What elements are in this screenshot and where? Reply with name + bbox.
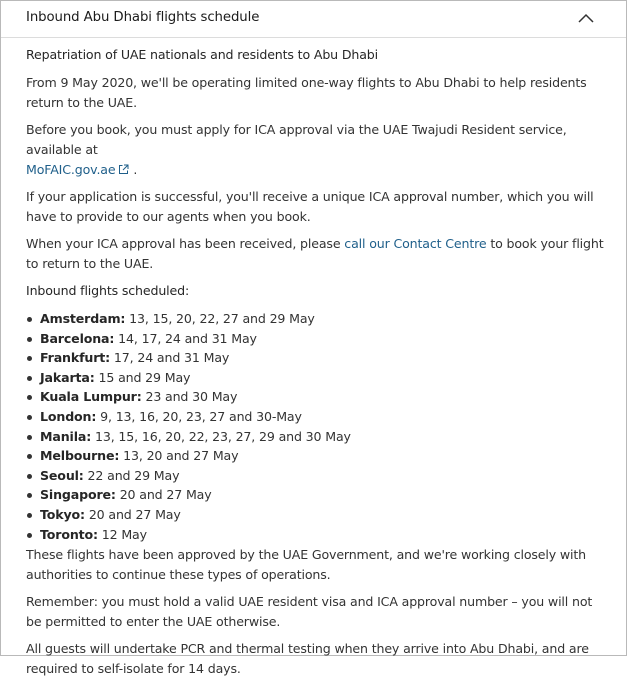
visa-reminder-paragraph: Remember: you must hold a valid UAE resident visa and ICA approval number – you will not be permitted to enter the UAE otherwise. [26, 594, 593, 630]
ica-text-end: . [133, 162, 138, 177]
flight-dates: 14, 17, 24 and 31 May [118, 330, 257, 346]
intro-paragraph: From 9 May 2020, we'll be operating limited one-way flights to Abu Dhabi to help residents return to the UAE. [26, 75, 587, 110]
section-subtitle: Repatriation of UAE nationals and residents to Abu Dhabi [26, 47, 379, 62]
flight-dates: 12 May [101, 526, 147, 542]
flight-city: Amsterdam: [40, 311, 126, 326]
flight-dates: 20 and 27 May [88, 506, 181, 522]
flight-item [26, 466, 604, 486]
flight-city: London: [40, 408, 97, 424]
testing-paragraph: All guests will undertake PCR and thermal testing when they arrive into Abu Dhabi, and are required to self-isolate for 14 days. [26, 641, 589, 677]
accordion-content [26, 45, 604, 686]
accordion-title: Inbound Abu Dhabi flights schedule [26, 10, 260, 25]
flight-city: Manila: [40, 428, 92, 444]
flight-item [26, 407, 604, 427]
flight-dates: 13, 15, 20, 22, 27 and 29 May [129, 311, 315, 326]
flights-list [26, 309, 604, 544]
flight-city: Tokyo: [40, 506, 85, 522]
flight-city: Kuala Lumpur: [40, 389, 142, 405]
flight-city: Singapore: [40, 487, 116, 503]
flight-dates: 15 and 29 May [98, 369, 191, 385]
flight-item [26, 387, 604, 407]
flight-city: Barcelona: [40, 330, 115, 346]
chevron-up-icon[interactable] [576, 10, 596, 26]
contact-text-before: When your ICA approval has been received, please [26, 236, 341, 251]
flight-item [26, 368, 604, 388]
mofaic-link[interactable]: MoFAIC.gov.ae [26, 162, 129, 177]
flight-item [26, 525, 604, 545]
flight-dates: 22 and 29 May [87, 467, 180, 483]
flight-item [26, 485, 604, 505]
flight-item [26, 348, 604, 368]
accordion-header[interactable] [1, 1, 626, 38]
flights-heading: Inbound flights scheduled: [26, 283, 190, 298]
approval-note-paragraph: These flights have been approved by the UAE Government, and we're working closely with authorities to continue these types of operations. [26, 547, 587, 583]
flight-city: Jakarta: [40, 369, 95, 385]
flight-city: Toronto: [40, 526, 98, 542]
flight-item [26, 505, 604, 525]
flight-dates: 13, 15, 16, 20, 22, 23, 27, 29 and 30 May [94, 428, 351, 444]
external-link-icon [118, 164, 129, 175]
flight-city: Frankfurt: [40, 350, 111, 366]
contact-text-after: to book your flight to return to the UAE. [26, 236, 604, 271]
ica-paragraph [26, 120, 604, 180]
flight-item [26, 329, 604, 349]
flight-dates: 20 and 27 May [119, 487, 212, 503]
contact-paragraph [26, 234, 604, 274]
flight-dates: 23 and 30 May [145, 389, 238, 405]
flight-dates: 9, 13, 16, 20, 23, 27 and 30-May [100, 408, 302, 424]
ica-text: Before you book, you must apply for ICA approval via the UAE Twajudi Resident service, available at [26, 122, 567, 157]
flight-item [26, 309, 604, 329]
flight-item [26, 446, 604, 466]
contact-centre-link[interactable]: call our Contact Centre [344, 236, 487, 251]
flight-item [26, 427, 604, 447]
flight-dates: 17, 24 and 31 May [113, 350, 230, 366]
flight-dates: 13, 20 and 27 May [123, 448, 239, 464]
approval-paragraph: If your application is successful, you'll receive a unique ICA approval number, which you will have to provide to our agents when you book. [26, 189, 594, 224]
flight-city: Melbourne: [40, 448, 120, 464]
flight-city: Seoul: [40, 467, 84, 483]
